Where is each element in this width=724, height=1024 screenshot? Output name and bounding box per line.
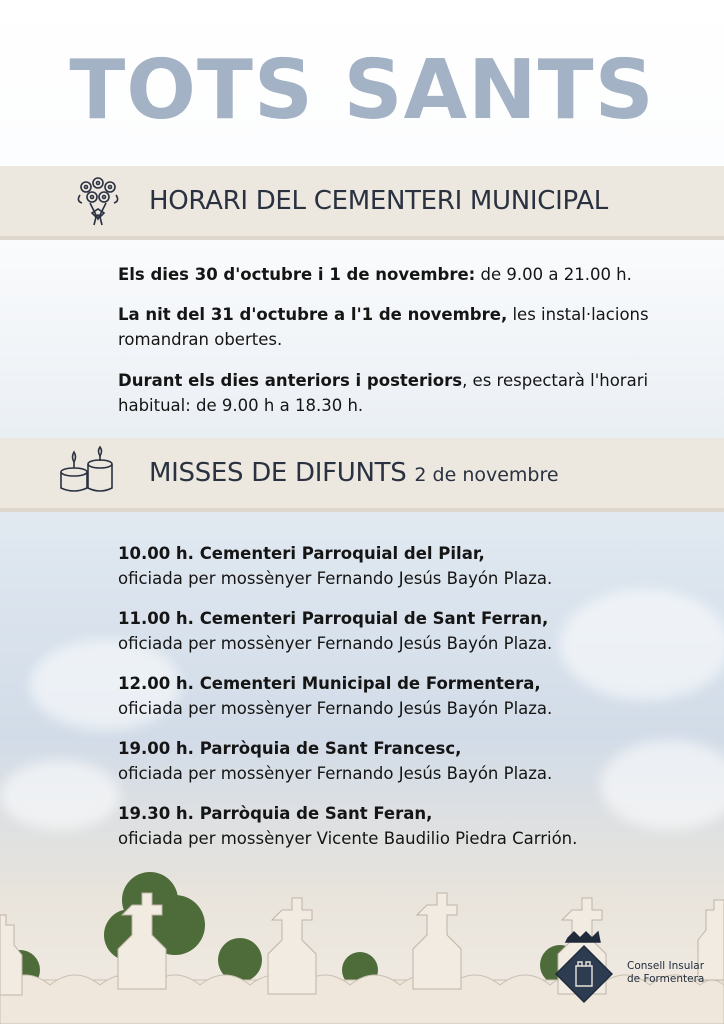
mass-time-place: 10.00 h. Cementeri Parroquial del Pilar, [118,544,485,563]
poster-title: TOTS SANTS [69,43,655,138]
mass-time-place: 19.00 h. Parròquia de Sant Francesc, [118,739,462,758]
mass-time-place: 12.00 h. Cementeri Municipal de Formentera, [118,674,541,693]
mass-officiant: oficiada per mossènyer Fernando Jesús Bayón Plaza. [118,699,553,718]
masses-heading: MISSES DE DIFUNTS [149,458,407,488]
mass-time-place: 19.30 h. Parròquia de Sant Feran, [118,804,433,823]
hours-text: , es respectarà l'horari habitual: de 9.00 h a 18.30 h. [118,371,649,415]
cloud [0,760,120,830]
mass-officiant: oficiada per mossènyer Fernando Jesús Bayón Plaza. [118,569,553,588]
mass-item [118,671,698,721]
hours-bold: Durant els dies anteriors i posteriors [118,371,463,390]
mass-officiant: oficiada per mossènyer Fernando Jesús Bayón Plaza. [118,764,553,783]
coat-of-arms-icon [548,928,620,1008]
hours-paragraph [118,262,678,287]
organization-name [627,960,704,986]
mass-item [118,541,698,591]
hours-bold: La nit del 31 d'octubre a l'1 de novembre, [118,305,508,324]
org-line-1: Consell Insular [627,960,705,972]
masses-date: 2 de novembre [414,464,559,486]
hours-text: les instal·lacions romandran obertes. [118,305,649,349]
section-header-cemetery-hours [0,166,724,240]
hours-paragraph [118,302,678,352]
hours-bold: Els dies 30 d'octubre i 1 de novembre: [118,265,476,284]
mass-officiant: oficiada per mossènyer Fernando Jesús Bayón Plaza. [118,634,553,653]
flower-bouquet-icon [70,173,126,229]
mass-item [118,801,698,851]
section-header-masses [0,438,724,512]
hours-paragraph [118,368,678,418]
section-heading [149,458,559,488]
hours-text: de 9.00 a 21.00 h. [475,265,632,284]
candles-icon [56,444,118,500]
mass-item [118,736,698,786]
mass-officiant: oficiada per mossènyer Vicente Baudilio Piedra Carrión. [118,829,578,848]
mass-item [118,606,698,656]
section-heading: HORARI DEL CEMENTERI MUNICIPAL [149,186,608,216]
mass-time-place: 11.00 h. Cementeri Parroquial de Sant Ferran, [118,609,549,628]
org-line-2: de Formentera [627,973,705,985]
